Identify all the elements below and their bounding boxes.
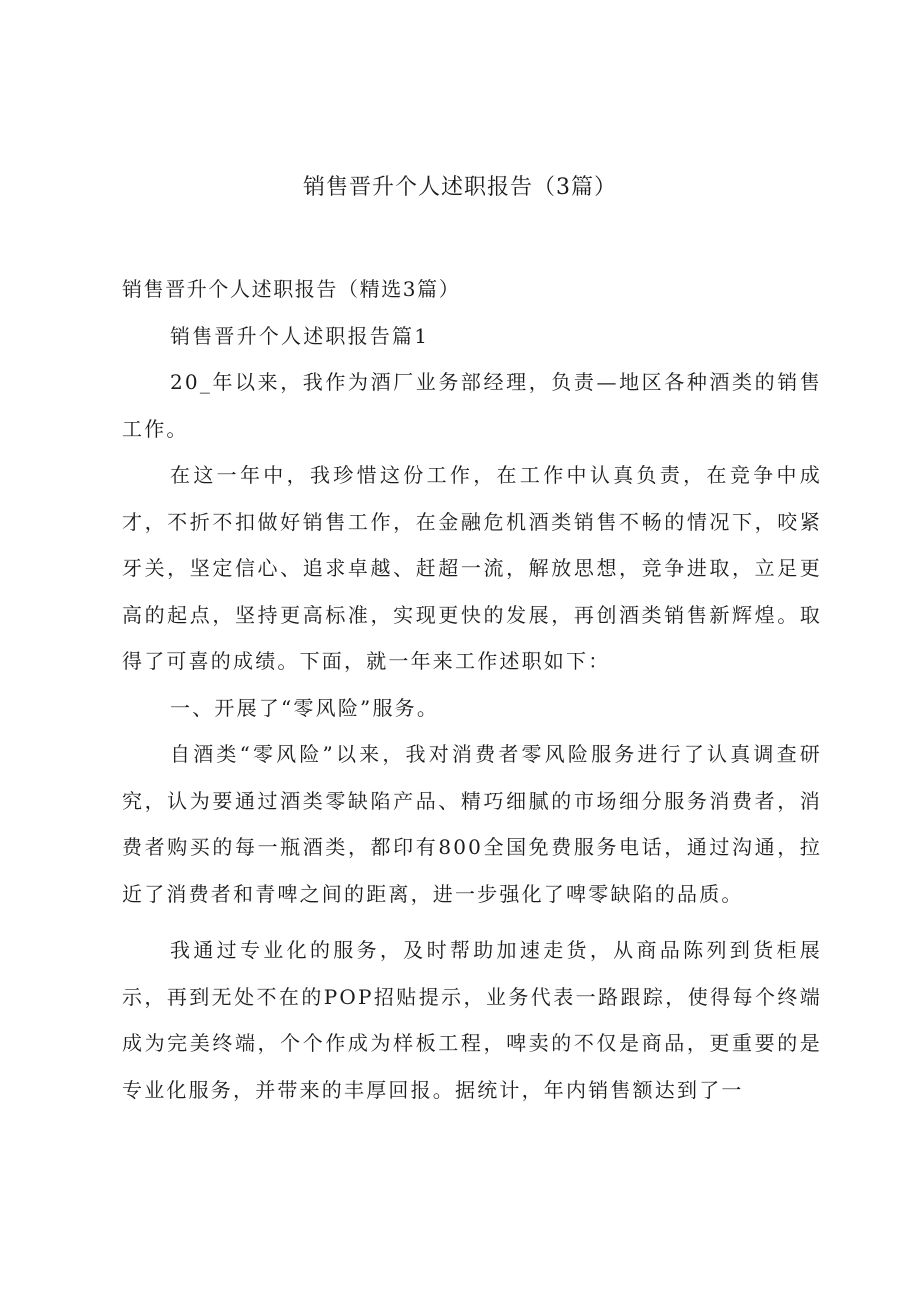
document-subtitle: 销售晋升个人述职报告（精选3篇） xyxy=(122,277,461,301)
paragraph: 在这一年中，我珍惜这份工作，在工作中认真负责，在竞争中成才，不折不扣做好销售工作，在金融危机酒类销售不畅的情况下，咬紧牙关，坚定信心、追求卓越、赶超一流，解放思想，竞争进取，立足更高的起点，坚持更高标准，实现更快的发展，再创酒类销售新辉煌。取得了可喜的成绩。下面，就一年来工作述职如下： xyxy=(122,463,822,673)
paragraph: 自酒类“零风险”以来，我对消费者零风险服务进行了认真调查研究，认为要通过酒类零缺陷产品、精巧细腻的市场细分服务消费者，消费者购买的每一瓶酒类，都印有800全国免费服务电话，通过沟通，拉近了消费者和青啤之间的距离，进一步强化了啤零缺陷的品质。 xyxy=(122,742,822,906)
paragraph: 我通过专业化的服务，及时帮助加速走货，从商品陈列到货柜展示，再到无处不在的POP招贴提示，业务代表一路跟踪，使得每个终端成为完美终端，个个作成为样板工程，啤卖的不仅是商品，更重要的是专业化服务，并带来的丰厚回报。据统计，年内销售额达到了一 xyxy=(122,938,822,1102)
paragraph: 20_年以来，我作为酒厂业务部经理，负责—地区各种酒类的销售工作。 xyxy=(122,370,822,441)
section-heading: 销售晋升个人述职报告篇1 xyxy=(170,323,430,348)
document-body xyxy=(122,266,822,1113)
list-heading: 一、开展了“零风险”服务。 xyxy=(170,695,440,720)
document-title: 销售晋升个人述职报告（3篇） xyxy=(303,175,617,200)
